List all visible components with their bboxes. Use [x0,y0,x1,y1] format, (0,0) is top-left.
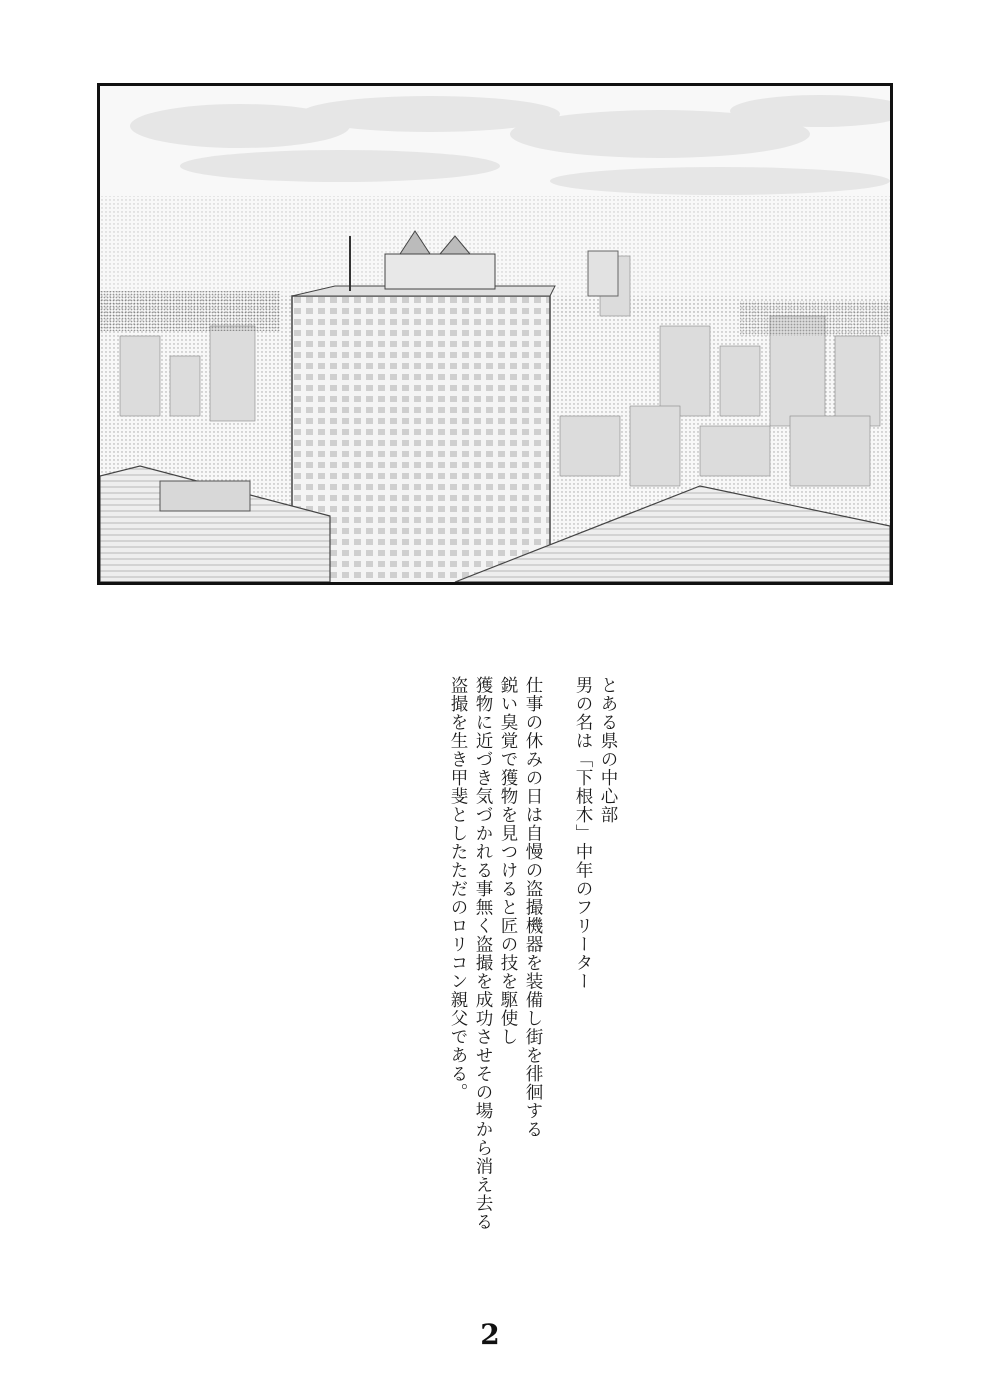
page-number: 2 [480,1318,500,1351]
narration-line: 仕事の休みの日は自慢の盗撮機器を装備し街を徘徊する [523,676,543,1139]
narration-heading: とある県の中心部 [598,676,618,824]
narration-line: 男の名は「下根木」中年のフリーター [573,676,593,991]
illustration-panel [97,83,893,585]
narration-line: 獲物に近づき気づかれる事無く盗撮を成功させその場から消え去る [473,676,493,1231]
narration-line: 盗撮を生き甲斐としたただのロリコン親父である。 [448,676,468,1102]
narration-line: 鋭い臭覚で獲物を見つけると匠の技を駆使し [498,676,518,1046]
narration-text [380,676,620,1236]
city-skyline-illustration [100,86,890,582]
